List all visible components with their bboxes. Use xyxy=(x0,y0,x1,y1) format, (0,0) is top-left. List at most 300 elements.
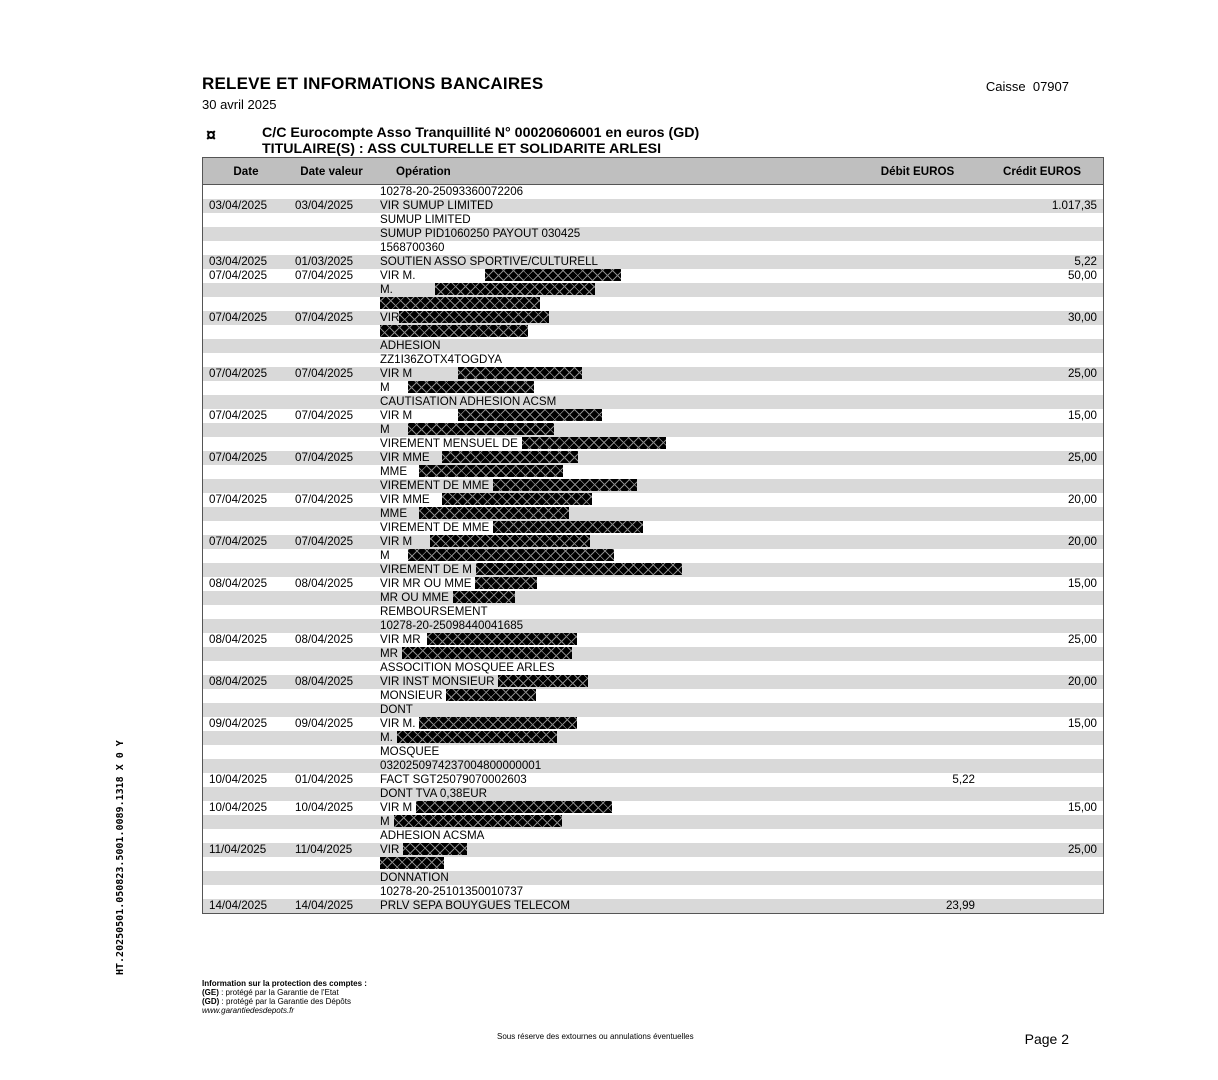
cell-date xyxy=(203,661,290,675)
cell-date xyxy=(203,325,290,339)
cell-credit: 25,00 xyxy=(981,451,1104,465)
cell-value-date xyxy=(289,591,374,605)
cell-credit xyxy=(981,381,1104,395)
cell-value-date: 07/04/2025 xyxy=(295,269,354,282)
cell-date: 11/04/2025 xyxy=(203,843,290,857)
cell-date xyxy=(203,479,290,493)
table-row xyxy=(203,465,1104,479)
cell-value-date xyxy=(289,689,374,703)
cell-date xyxy=(203,297,290,311)
table-row xyxy=(203,535,1104,549)
cell-operation: CAUTISATION ADHESION ACSM xyxy=(374,395,854,409)
cell-debit: 23,99 xyxy=(854,899,981,914)
cell-value-date xyxy=(289,885,374,899)
cell-operation: FACT SGT25079070002603 xyxy=(380,773,527,786)
redacted-block xyxy=(435,283,595,295)
table-row xyxy=(203,213,1104,227)
cell-credit xyxy=(981,745,1104,759)
redacted-block xyxy=(408,423,554,435)
cell-credit: 25,00 xyxy=(1067,633,1097,646)
cell-debit xyxy=(854,521,981,535)
cell-debit xyxy=(854,675,981,689)
cell-value-date xyxy=(289,437,374,451)
table-row xyxy=(203,339,1104,353)
cell-operation: ADHESION xyxy=(374,339,854,353)
reserve-note: Sous réserve des extournes ou annulations éventuelles xyxy=(497,1032,694,1041)
cell-credit xyxy=(981,353,1104,367)
cell-value-date: 07/04/2025 xyxy=(289,367,374,381)
cell-credit xyxy=(981,759,1104,773)
cell-debit xyxy=(854,661,981,675)
cell-value-date: 09/04/2025 xyxy=(295,717,354,730)
cell-credit xyxy=(981,591,1104,605)
cell-debit xyxy=(854,493,981,507)
cell-debit xyxy=(854,605,981,619)
cell-debit xyxy=(854,717,981,731)
cell-debit xyxy=(854,395,981,409)
cell-debit xyxy=(854,199,981,213)
cell-date: 03/04/2025 xyxy=(203,255,290,269)
cell-credit xyxy=(981,185,1104,200)
cell-operation: DONT xyxy=(374,703,854,717)
table-row xyxy=(203,493,1104,507)
table-row xyxy=(203,661,1104,675)
col-credit: Crédit EUROS xyxy=(981,158,1104,185)
caisse-number: Caisse 07907 xyxy=(985,79,1069,94)
cell-credit xyxy=(981,339,1104,353)
cell-date xyxy=(203,185,290,200)
cell-operation: 0320250974237004800000001 xyxy=(374,759,854,773)
table-row xyxy=(203,185,1104,200)
cell-operation: VIREMENT MENSUEL DE xyxy=(374,437,854,451)
cell-operation: MME xyxy=(374,465,854,479)
cell-date xyxy=(203,283,290,297)
table-row xyxy=(203,311,1104,325)
cell-value-date xyxy=(289,549,374,563)
cell-date: 14/04/2025 xyxy=(203,899,290,914)
cell-value-date xyxy=(289,605,374,619)
table-row xyxy=(203,801,1104,815)
table-row xyxy=(203,829,1104,843)
cell-value-date: 08/04/2025 xyxy=(295,633,354,646)
redacted-block xyxy=(403,843,467,855)
cell-date xyxy=(203,787,290,801)
transactions-table xyxy=(202,157,1104,914)
table-row xyxy=(203,269,1104,283)
redacted-block xyxy=(419,717,577,729)
table-row xyxy=(203,507,1104,521)
cell-value-date xyxy=(289,759,374,773)
table-row xyxy=(203,325,1104,339)
cell-credit xyxy=(981,703,1104,717)
cell-operation: M xyxy=(374,423,854,437)
cell-date xyxy=(203,213,290,227)
cell-date xyxy=(203,619,290,633)
cell-credit xyxy=(981,619,1104,633)
cell-debit xyxy=(854,465,981,479)
table-row xyxy=(203,479,1104,493)
cell-date xyxy=(203,521,290,535)
table-row xyxy=(203,857,1104,871)
cell-credit xyxy=(981,507,1104,521)
cell-debit xyxy=(854,241,981,255)
cell-date xyxy=(203,857,290,871)
cell-debit xyxy=(854,759,981,773)
cell-operation: VIR xyxy=(374,311,854,325)
redacted-block xyxy=(397,731,557,743)
cell-operation xyxy=(374,325,854,339)
cell-value-date: 11/04/2025 xyxy=(289,843,374,857)
redacted-block xyxy=(419,465,563,477)
cell-value-date xyxy=(289,325,374,339)
statement-title: RELEVE ET INFORMATIONS BANCAIRES xyxy=(202,74,544,93)
cell-value-date xyxy=(289,283,374,297)
table-row xyxy=(203,577,1104,591)
cell-operation: PRLV SEPA BOUYGUES TELECOM xyxy=(374,899,854,914)
cell-operation: VIR M xyxy=(374,801,854,815)
cell-credit: 15,00 xyxy=(1067,801,1097,814)
cell-debit xyxy=(854,227,981,241)
cell-date xyxy=(203,381,290,395)
table-row xyxy=(203,423,1104,437)
cell-debit xyxy=(854,549,981,563)
cell-value-date: 10/04/2025 xyxy=(295,801,354,814)
cell-date xyxy=(203,591,290,605)
table-row xyxy=(203,731,1104,745)
cell-debit xyxy=(854,185,981,200)
cell-credit: 20,00 xyxy=(1067,493,1097,506)
cell-debit xyxy=(854,745,981,759)
cell-credit xyxy=(981,437,1104,451)
cell-date: 10/04/2025 xyxy=(209,773,268,786)
cell-date xyxy=(203,423,290,437)
redacted-block xyxy=(399,311,549,323)
cell-date xyxy=(203,647,290,661)
cell-operation: M xyxy=(374,381,854,395)
cell-debit xyxy=(854,381,981,395)
cell-credit xyxy=(981,521,1104,535)
table-row xyxy=(203,283,1104,297)
col-value-date: Date valeur xyxy=(289,158,374,185)
table-row xyxy=(203,899,1104,914)
cell-operation: 10278-20-25101350010737 xyxy=(380,885,524,898)
table-row xyxy=(203,647,1104,661)
table-row xyxy=(203,759,1104,773)
cell-date: 08/04/2025 xyxy=(203,675,290,689)
cell-operation: MR xyxy=(374,647,854,661)
table-row xyxy=(203,297,1104,311)
cell-debit xyxy=(854,255,981,269)
table-row xyxy=(203,703,1104,717)
cell-credit xyxy=(981,689,1104,703)
table-row xyxy=(203,745,1104,759)
cell-value-date xyxy=(289,423,374,437)
cell-date: 07/04/2025 xyxy=(203,535,290,549)
table-row xyxy=(203,255,1104,269)
redacted-block xyxy=(408,549,614,561)
cell-date xyxy=(203,227,290,241)
cell-credit xyxy=(981,871,1104,885)
cell-operation: VIR INST MONSIEUR xyxy=(374,675,854,689)
cell-debit xyxy=(854,409,981,423)
col-debit: Débit EUROS xyxy=(854,158,981,185)
table-row xyxy=(203,717,1104,731)
redacted-block xyxy=(493,479,637,491)
redacted-block xyxy=(380,297,540,309)
table-row xyxy=(203,353,1104,367)
cell-debit xyxy=(854,633,981,647)
redacted-block xyxy=(380,857,444,869)
table-row xyxy=(203,549,1104,563)
cell-value-date xyxy=(289,339,374,353)
cell-debit xyxy=(854,367,981,381)
cell-value-date: 03/04/2025 xyxy=(289,199,374,213)
cell-value-date xyxy=(289,731,374,745)
table-row xyxy=(203,563,1104,577)
cell-operation: ASSOCITION MOSQUEE ARLES xyxy=(380,661,555,674)
cell-credit: 15,00 xyxy=(1067,409,1097,422)
cell-operation: ZZ1I36ZOTX4TOGDYA xyxy=(380,353,502,366)
redacted-block xyxy=(498,675,588,687)
cell-operation: M xyxy=(374,549,854,563)
cell-debit xyxy=(854,325,981,339)
cell-operation: VIR MR OU MME xyxy=(374,577,854,591)
cell-date: 03/04/2025 xyxy=(203,199,290,213)
protection-info xyxy=(202,979,367,1015)
cell-value-date xyxy=(289,787,374,801)
cell-credit: 25,00 xyxy=(981,367,1104,381)
cell-date xyxy=(203,829,290,843)
cell-credit xyxy=(981,395,1104,409)
cell-value-date: 01/04/2025 xyxy=(295,773,354,786)
cell-operation: ADHESION ACSMA xyxy=(380,829,485,842)
redacted-block xyxy=(402,647,572,659)
cell-credit xyxy=(981,787,1104,801)
redacted-block xyxy=(493,521,643,533)
cell-date xyxy=(203,339,290,353)
redacted-block xyxy=(458,409,602,421)
cell-value-date xyxy=(289,465,374,479)
cell-operation: M. xyxy=(374,283,854,297)
cell-debit xyxy=(854,311,981,325)
cell-credit xyxy=(981,661,1104,675)
cell-date xyxy=(203,703,290,717)
cell-debit xyxy=(854,885,981,899)
protection-url[interactable]: www.garantiedesdepots.fr xyxy=(202,1006,295,1015)
cell-operation: MONSIEUR xyxy=(374,689,854,703)
cell-debit xyxy=(854,283,981,297)
cell-date xyxy=(203,437,290,451)
cell-date: 08/04/2025 xyxy=(209,577,268,590)
cell-debit xyxy=(854,339,981,353)
document-reference-code: HT.20250501.050823.5001.0089.1318 X 0 Y xyxy=(115,740,126,975)
cell-date xyxy=(203,507,290,521)
cell-value-date xyxy=(289,745,374,759)
table-row xyxy=(203,521,1104,535)
cell-operation: 1568700360 xyxy=(380,241,445,254)
cell-value-date xyxy=(289,661,374,675)
cell-date: 07/04/2025 xyxy=(203,451,290,465)
redacted-block xyxy=(427,633,577,645)
table-row xyxy=(203,871,1104,885)
cell-debit xyxy=(854,703,981,717)
cell-credit xyxy=(981,563,1104,577)
cell-debit xyxy=(854,829,981,843)
cell-credit xyxy=(981,773,1104,787)
cell-credit: 1.017,35 xyxy=(981,199,1104,213)
cell-value-date xyxy=(289,829,374,843)
cell-value-date xyxy=(289,857,374,871)
redacted-block xyxy=(485,269,621,281)
cell-credit: 20,00 xyxy=(981,535,1104,549)
cell-value-date: 08/04/2025 xyxy=(295,577,354,590)
cell-debit xyxy=(854,269,981,283)
cell-debit xyxy=(854,619,981,633)
table-row xyxy=(203,241,1104,255)
cell-value-date: 07/04/2025 xyxy=(295,493,354,506)
cell-value-date: 01/03/2025 xyxy=(289,255,374,269)
cell-date xyxy=(203,885,290,899)
cell-debit xyxy=(854,297,981,311)
cell-value-date xyxy=(289,815,374,829)
cell-credit xyxy=(981,227,1104,241)
cell-credit: 50,00 xyxy=(1067,269,1097,282)
cell-value-date xyxy=(289,647,374,661)
redacted-block xyxy=(442,493,592,505)
table-row xyxy=(203,451,1104,465)
cell-operation: VIR MME xyxy=(374,451,854,465)
col-operation: Opération xyxy=(374,158,854,185)
cell-credit: 15,00 xyxy=(1067,717,1097,730)
table-row xyxy=(203,787,1104,801)
redacted-block xyxy=(446,689,536,701)
table-body xyxy=(203,185,1104,914)
cell-date xyxy=(203,549,290,563)
table-row xyxy=(203,619,1104,633)
cell-date xyxy=(203,241,290,255)
cell-credit xyxy=(981,549,1104,563)
cell-operation: M xyxy=(374,815,854,829)
cell-value-date: 14/04/2025 xyxy=(289,899,374,914)
cell-debit xyxy=(854,815,981,829)
cell-date xyxy=(203,605,290,619)
cell-value-date xyxy=(289,521,374,535)
redacted-block xyxy=(453,591,515,603)
redacted-block xyxy=(430,535,590,547)
cell-value-date xyxy=(289,703,374,717)
cell-credit xyxy=(981,297,1104,311)
account-holder: TITULAIRE(S) : ASS CULTURELLE ET SOLIDARITE ARLESI xyxy=(262,141,662,157)
cell-credit xyxy=(981,731,1104,745)
cell-date: 08/04/2025 xyxy=(209,633,268,646)
cell-date: 07/04/2025 xyxy=(209,493,268,506)
account-header xyxy=(262,125,699,157)
cell-value-date: 07/04/2025 xyxy=(289,311,374,325)
cell-date xyxy=(203,353,290,367)
redacted-block xyxy=(475,577,537,589)
cell-date: 07/04/2025 xyxy=(203,367,290,381)
cell-debit xyxy=(854,507,981,521)
cell-operation: REMBOURSEMENT xyxy=(380,605,488,618)
cell-debit xyxy=(854,451,981,465)
cell-debit xyxy=(854,787,981,801)
redacted-block xyxy=(394,815,562,827)
cell-credit: 25,00 xyxy=(981,843,1104,857)
cell-value-date xyxy=(289,871,374,885)
cell-credit xyxy=(981,479,1104,493)
cell-credit: 15,00 xyxy=(1067,577,1097,590)
cell-value-date xyxy=(289,619,374,633)
cell-value-date xyxy=(289,213,374,227)
cell-debit xyxy=(854,843,981,857)
cell-credit: 30,00 xyxy=(981,311,1104,325)
cell-operation: SUMUP PID1060250 PAYOUT 030425 xyxy=(374,227,854,241)
cell-operation: 10278-20-25093360072206 xyxy=(380,185,524,198)
protection-gd: (GD) : protégé par la Garantie des Dépôts xyxy=(202,997,351,1006)
cell-credit xyxy=(981,213,1104,227)
cell-value-date xyxy=(289,395,374,409)
cell-date: 09/04/2025 xyxy=(209,717,268,730)
cell-operation: VIR MR xyxy=(374,633,854,647)
table-row xyxy=(203,437,1104,451)
table-row xyxy=(203,381,1104,395)
cell-value-date xyxy=(289,353,374,367)
cell-debit xyxy=(854,479,981,493)
cell-value-date xyxy=(289,227,374,241)
table-row xyxy=(203,591,1104,605)
cell-value-date: 07/04/2025 xyxy=(289,451,374,465)
cell-operation: VIR M xyxy=(374,535,854,549)
table-row xyxy=(203,227,1104,241)
protection-ge: (GE) : protégé par la Garantie de l'Etat xyxy=(202,988,339,997)
cell-operation: VIR M. xyxy=(374,717,854,731)
cell-operation: 10278-20-25098440041685 xyxy=(374,619,854,633)
cell-operation: VIR MME xyxy=(374,493,854,507)
cell-credit xyxy=(981,325,1104,339)
cell-date: 07/04/2025 xyxy=(209,409,268,422)
cell-date xyxy=(203,731,290,745)
redacted-block xyxy=(442,451,578,463)
table-row xyxy=(203,689,1104,703)
cell-debit xyxy=(854,437,981,451)
table-row xyxy=(203,605,1104,619)
redacted-block xyxy=(476,563,682,575)
cell-debit xyxy=(854,871,981,885)
redacted-block xyxy=(522,437,666,449)
redacted-block xyxy=(458,367,582,379)
cell-credit xyxy=(981,857,1104,871)
table-row xyxy=(203,395,1104,409)
cell-debit xyxy=(854,857,981,871)
table-row xyxy=(203,633,1104,647)
cell-credit: 20,00 xyxy=(981,675,1104,689)
cell-debit: 5,22 xyxy=(952,773,975,786)
col-date: Date xyxy=(203,158,290,185)
cell-date: 07/04/2025 xyxy=(203,311,290,325)
cell-debit xyxy=(854,801,981,815)
cell-date xyxy=(203,689,290,703)
cell-credit xyxy=(981,647,1104,661)
cell-credit xyxy=(981,465,1104,479)
cell-debit xyxy=(854,647,981,661)
table-row xyxy=(203,367,1104,381)
cell-credit xyxy=(981,899,1104,914)
cell-operation: VIREMENT DE MME xyxy=(374,479,854,493)
protection-info-title: Information sur la protection des comptes : xyxy=(202,979,367,988)
cell-operation: VIR xyxy=(374,843,854,857)
cell-date xyxy=(203,745,290,759)
cell-operation xyxy=(374,857,854,871)
